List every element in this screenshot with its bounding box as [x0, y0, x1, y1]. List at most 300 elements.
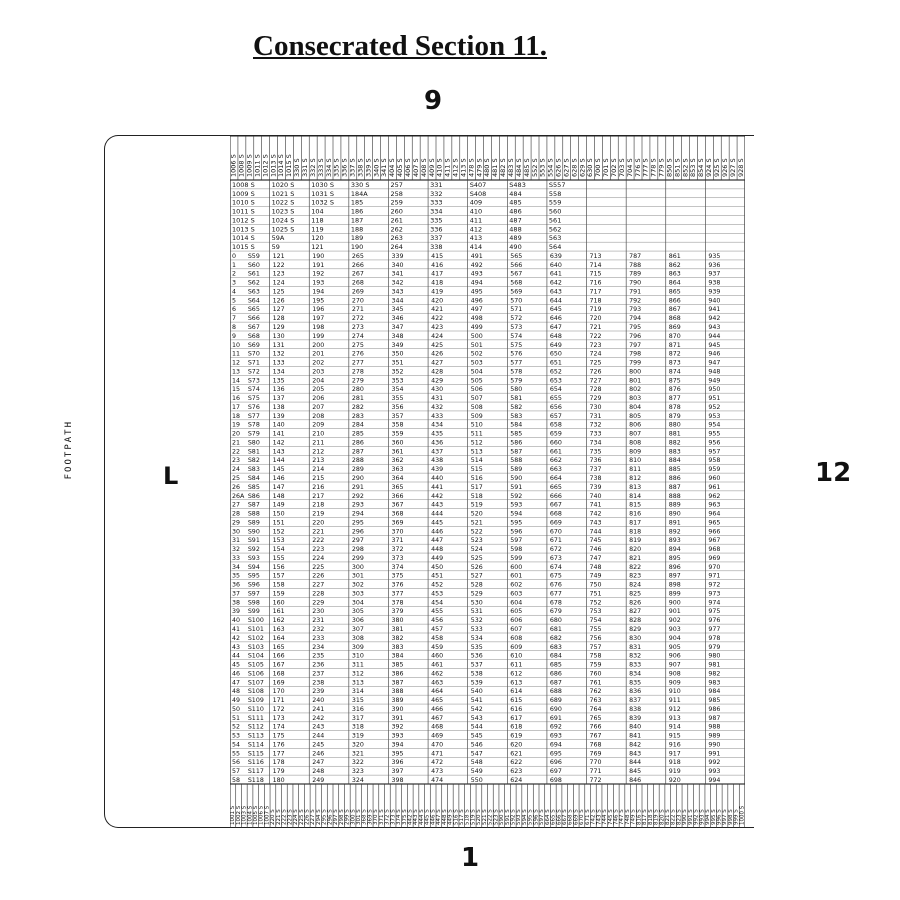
plot-number: 527: [470, 572, 483, 580]
plot-number: 654: [549, 386, 562, 394]
plot-number: 670: [549, 528, 562, 536]
plot-number: 801: [629, 377, 642, 385]
plot-number: 500: [470, 332, 483, 340]
plot-number: 293: [351, 501, 364, 509]
row-number: 40: [232, 617, 241, 625]
top-plot-label: 1012 S: [261, 154, 270, 177]
plot-number: 323: [351, 768, 364, 776]
bottom-plot-label: 523 S: [493, 809, 500, 825]
row-number: 36: [232, 581, 241, 589]
plot-number: 972: [708, 581, 721, 589]
plot-number: 656: [549, 403, 562, 411]
plot-number: 550: [470, 777, 483, 784]
plot-number: 747: [589, 554, 602, 562]
plot-number: 258: [390, 189, 403, 198]
plot-number: 426: [431, 350, 444, 358]
plot-number: 200: [312, 341, 325, 349]
plot-number: 622: [510, 759, 523, 767]
plot-number: 350: [391, 350, 404, 358]
plot-number: 642: [549, 279, 562, 287]
plot-number: 501: [470, 341, 483, 349]
bottom-plot-label: 221 S: [275, 809, 282, 825]
plot-number: 765: [589, 714, 602, 722]
plot-number: 967: [708, 537, 721, 545]
plot-number: 894: [668, 546, 681, 554]
plot-number: 368: [391, 510, 404, 518]
top-plot-label: 334 S: [324, 158, 333, 177]
plot-number: 313: [351, 679, 364, 687]
plot-number: 248: [312, 768, 325, 776]
plot-number: 955: [708, 430, 721, 438]
plot-number: 124: [272, 279, 285, 287]
plot-number: S96: [247, 581, 260, 589]
plot-number: 123: [272, 270, 285, 278]
top-plot-label: 1015 S: [285, 154, 294, 177]
bottom-plot-label: 299 S: [344, 809, 351, 825]
row-number: 41: [232, 626, 241, 633]
bottom-plot-label: 1005 S: [253, 805, 260, 825]
plot-number: 412: [469, 225, 483, 234]
plot-number: 201: [312, 350, 325, 358]
plot-number: 726: [589, 368, 602, 376]
row-number: 17: [232, 403, 241, 411]
plot-number: 198: [312, 324, 325, 331]
plot-number: 733: [589, 430, 602, 438]
plot-number: 532: [470, 617, 483, 625]
plot-number: 558: [548, 189, 562, 198]
plot-number: 460: [431, 652, 444, 660]
bottom-plot-label: 223 S: [287, 809, 294, 825]
top-plot-label: 1006 S: [230, 154, 238, 177]
plot-number: 804: [629, 403, 642, 411]
plot-number: 239: [312, 688, 325, 696]
plot-number: 867: [668, 306, 681, 314]
row-number: 28: [232, 510, 241, 518]
bottom-plot-label: 225 S: [298, 809, 305, 825]
row-number: 35: [232, 572, 241, 580]
plot-number: S557: [548, 180, 566, 189]
plot-number: 1010 S: [232, 198, 255, 207]
bottom-plot-label: 373 S: [390, 809, 397, 825]
plot-number: 969: [708, 554, 721, 562]
plot-number: 772: [589, 777, 602, 784]
plot-number: 279: [351, 377, 364, 385]
plot-number: 618: [510, 723, 523, 731]
plot-number: S87: [247, 501, 260, 509]
plot-number: 451: [431, 572, 444, 580]
plot-number: 621: [510, 750, 523, 758]
bottom-plot-label: 1006 S: [258, 805, 265, 825]
plot-number: 624: [510, 777, 523, 784]
plot-number: 229: [312, 599, 325, 607]
plot-number: 157: [272, 572, 285, 580]
plot-number: 725: [589, 359, 602, 367]
plot-number: 209: [312, 421, 325, 429]
row-number: 38: [232, 599, 241, 607]
plot-number: 660: [549, 439, 562, 447]
plot-number: 603: [510, 590, 523, 598]
plot-number: 988: [708, 723, 721, 731]
bottom-plot-label: 1002 S: [235, 805, 242, 825]
row-number: 0: [232, 252, 237, 260]
plot-number: 714: [589, 261, 602, 269]
plot-grid: [230, 136, 745, 828]
plot-number: 278: [351, 368, 364, 376]
bottom-plot-label: 522 S: [487, 809, 494, 825]
bottom-plot-label: 369 S: [367, 809, 374, 825]
plot-number: 486: [509, 207, 522, 216]
plot-number: 722: [589, 332, 602, 340]
plot-number: 217: [312, 492, 325, 500]
plot-number: 473: [431, 768, 444, 776]
plot-number: 763: [589, 697, 602, 705]
plot-number: S90: [247, 528, 260, 536]
plot-number: 311: [351, 661, 364, 669]
top-plot-label: 413 S: [459, 158, 468, 177]
row-number: 42: [232, 634, 241, 642]
plot-number: 839: [629, 714, 642, 722]
plot-number: 418: [431, 279, 444, 287]
plot-number: 910: [668, 688, 681, 696]
plot-number: 150: [272, 510, 285, 518]
plot-number: 698: [549, 777, 562, 784]
top-plot-label: 337 S: [348, 158, 357, 177]
plot-number: 643: [549, 288, 562, 296]
bottom-plot-label: 745 S: [607, 809, 614, 825]
plot-number: 748: [589, 563, 602, 571]
plot-number: 813: [629, 483, 642, 491]
plot-number: 439: [431, 466, 444, 474]
plot-number: 270: [351, 297, 364, 305]
top-plot-label: 776 S: [633, 158, 642, 177]
plot-number: 756: [589, 634, 602, 642]
plot-number: 544: [470, 723, 483, 731]
plot-number: 752: [589, 599, 602, 607]
plot-number: 644: [549, 297, 562, 305]
plot-number: S105: [247, 661, 264, 669]
plot-number: S72: [247, 368, 260, 376]
plot-number: 162: [272, 617, 285, 625]
plot-number: 641: [549, 270, 562, 278]
plot-number: 598: [510, 546, 523, 554]
plot-number: 469: [431, 732, 444, 740]
plot-number: 237: [312, 670, 325, 678]
plot-number: 441: [431, 483, 444, 491]
plot-number: 898: [668, 581, 681, 589]
top-plot-label: 481 S: [491, 158, 500, 177]
plot-number: 832: [629, 652, 642, 660]
plot-number: 118: [311, 216, 324, 225]
top-plot-label: 852 S: [681, 158, 690, 177]
plot-number: 736: [589, 457, 602, 465]
plot-number: 758: [589, 652, 602, 660]
plot-number: 679: [549, 608, 562, 616]
plot-number: 893: [668, 537, 681, 545]
bottom-plot-label: 592 S: [510, 809, 517, 825]
plot-number: 243: [312, 723, 325, 731]
plot-number: 175: [272, 732, 285, 740]
top-plot-label: 330 S: [293, 158, 302, 177]
plot-number: 768: [589, 741, 602, 749]
plot-number: 513: [470, 448, 483, 456]
plot-number: 495: [470, 288, 483, 296]
plot-number: 909: [668, 679, 681, 687]
plot-number: 913: [668, 714, 681, 722]
plot-number: 899: [668, 590, 681, 598]
plot-number: 887: [668, 483, 681, 491]
plot-number: 917: [668, 750, 681, 758]
plot-number: 546: [470, 741, 483, 749]
plot-number: 387: [391, 679, 404, 687]
plot-number: 300: [351, 563, 364, 571]
plot-number: 961: [708, 483, 721, 491]
bottom-plot-label: 665 S: [550, 809, 557, 825]
plot-number: 221: [312, 528, 325, 536]
plot-number: S118: [247, 777, 264, 784]
plot-number: S81: [247, 448, 260, 456]
plot-number: 415: [431, 252, 444, 260]
plot-number: 268: [351, 279, 364, 287]
top-plot-label: 1013 S: [269, 154, 278, 177]
plot-number: 600: [510, 563, 523, 571]
bottom-plot-label: 819 S: [653, 809, 660, 825]
plot-number: 648: [549, 332, 562, 340]
plot-number: 667: [549, 501, 562, 509]
bottom-plot-label: 748 S: [624, 809, 631, 825]
plot-number: 322: [351, 759, 364, 767]
plot-number: 802: [629, 386, 642, 394]
plot-number: 503: [470, 359, 483, 367]
plot-number: 968: [708, 546, 721, 554]
plot-number: S68: [247, 332, 260, 340]
plot-number: 979: [708, 643, 721, 651]
plot-number: 305: [351, 608, 364, 616]
plot-number: 219: [312, 510, 325, 518]
top-plot-label: 333 S: [316, 158, 325, 177]
plot-number: 130: [272, 332, 285, 340]
plot-number: 425: [431, 341, 444, 349]
plot-number: 946: [708, 350, 721, 358]
plot-number: 982: [708, 670, 721, 678]
plot-number: 753: [589, 608, 602, 616]
row-number: 26A: [232, 492, 245, 500]
plot-number: 241: [312, 705, 325, 713]
plot-number: 912: [668, 705, 681, 713]
plot-number: 147: [272, 483, 285, 491]
plot-number: 231: [312, 617, 325, 625]
plot-number: 581: [510, 395, 523, 403]
plot-number: 137: [272, 395, 285, 403]
plot-number: 523: [470, 537, 483, 545]
plot-number: 652: [549, 368, 562, 376]
plot-number: 371: [391, 537, 404, 545]
plot-number: 516: [470, 475, 483, 482]
plot-number: 836: [629, 688, 642, 696]
plot-number: 491: [470, 252, 483, 260]
plot-number: 388: [391, 688, 404, 696]
plot-number: 718: [589, 297, 602, 305]
plot-number: 208: [312, 412, 325, 420]
plot-number: 521: [470, 519, 483, 527]
plot-number: 131: [272, 341, 285, 349]
plot-number: 290: [351, 475, 364, 482]
plot-number: 883: [668, 448, 681, 456]
row-number: 19: [232, 421, 241, 429]
plot-number: 414: [469, 243, 483, 252]
plot-number: 599: [510, 554, 523, 562]
plot-number: 874: [668, 368, 681, 376]
plot-number: 433: [431, 412, 444, 420]
plot-number: 834: [629, 670, 642, 678]
plot-number: 658: [549, 421, 562, 429]
plot-number: 576: [510, 350, 523, 358]
plot-number: 383: [391, 643, 404, 651]
bottom-plot-label: 743 S: [596, 809, 603, 825]
plot-number: 975: [708, 608, 721, 616]
plot-number: 347: [391, 324, 404, 331]
plot-number: 572: [510, 315, 523, 323]
plot-number: 650: [549, 350, 562, 358]
plot-number: 744: [589, 528, 602, 536]
plot-number: 343: [391, 288, 404, 296]
plot-number: 829: [629, 626, 642, 633]
plot-number: 1020 S: [271, 180, 295, 189]
row-number: 16: [232, 395, 241, 403]
plot-number: 688: [549, 688, 562, 696]
plot-number: 561: [548, 216, 562, 225]
plot-number: 886: [668, 475, 681, 482]
plot-number: 728: [589, 386, 602, 394]
plot-number: S102: [247, 634, 264, 642]
plot-number: 342: [391, 279, 404, 287]
plot-number: 199: [312, 332, 325, 340]
plot-number: 825: [629, 590, 642, 598]
plot-number: 973: [708, 590, 721, 598]
plot-number: S103: [247, 643, 264, 651]
plot-number: 466: [431, 705, 444, 713]
plot-number: 691: [549, 714, 562, 722]
plot-number: 190: [350, 243, 364, 252]
plot-number: 312: [351, 670, 364, 678]
plot-number: 611: [510, 661, 523, 669]
row-number: 39: [232, 608, 241, 616]
plot-number: 492: [470, 261, 483, 269]
plot-number: 953: [708, 412, 721, 420]
bottom-plot-label: 220 S: [270, 809, 277, 825]
plot-number: S89: [247, 519, 260, 527]
plot-number: 818: [629, 528, 642, 536]
plot-number: 957: [708, 448, 721, 456]
plot-number: 567: [510, 270, 523, 278]
plot-number: 674: [549, 563, 562, 571]
row-number: 23: [232, 457, 241, 465]
plot-number: 720: [589, 315, 602, 323]
plot-number: 518: [470, 492, 483, 500]
plot-number: 976: [708, 617, 721, 625]
plot-number: 881: [668, 430, 681, 438]
plot-number: 154: [272, 546, 285, 554]
plot-number: 247: [312, 759, 325, 767]
plot-number: S408: [469, 189, 487, 198]
plot-number: 882: [668, 439, 681, 447]
plot-number: 224: [312, 554, 325, 562]
top-plot-label: 778 S: [649, 158, 658, 177]
row-number: 13: [232, 368, 241, 376]
row-number: 57: [232, 768, 241, 776]
plot-number: S71: [247, 359, 260, 367]
plot-number: 416: [431, 261, 444, 269]
plot-number: 579: [510, 377, 523, 385]
plot-number: 464: [431, 688, 444, 696]
plot-number: 170: [272, 688, 285, 696]
plot-number: 276: [351, 350, 364, 358]
plot-number: 841: [629, 732, 642, 740]
plot-number: 385: [391, 661, 404, 669]
plot-number: 471: [431, 750, 444, 758]
plot-number: 904: [668, 634, 681, 642]
bottom-plot-label: 591 S: [504, 809, 511, 825]
top-plot-label: 332 S: [308, 158, 317, 177]
plot-number: 336: [430, 225, 443, 234]
plot-number: 370: [391, 528, 404, 536]
plot-number: S83: [247, 466, 260, 474]
plot-number: S114: [247, 741, 264, 749]
plot-number: 269: [351, 288, 364, 296]
plot-number: 1011 S: [232, 207, 255, 216]
plot-number: 228: [312, 590, 325, 598]
top-plot-label: 411 S: [443, 158, 452, 177]
bottom-plot-label: 668 S: [567, 809, 574, 825]
plot-number: 646: [549, 315, 562, 323]
bottom-plot-label: 222 S: [281, 809, 288, 825]
plot-number: S91: [247, 537, 260, 545]
row-number: 37: [232, 590, 241, 598]
plot-number: 207: [312, 403, 325, 411]
plot-number: 1008 S: [232, 180, 255, 189]
plot-number: 166: [272, 652, 285, 660]
bottom-plot-label: 820 S: [659, 809, 666, 825]
top-plot-label: 412 S: [451, 158, 460, 177]
bottom-plot-label: 521 S: [481, 809, 488, 825]
bottom-plot-label: 445 S: [424, 809, 431, 825]
plot-number: 693: [549, 732, 562, 740]
plot-number: 803: [629, 395, 642, 403]
plot-number: 459: [431, 643, 444, 651]
plot-number: 568: [510, 279, 523, 287]
plot-number: 787: [629, 252, 642, 260]
plot-number: 435: [431, 430, 444, 438]
top-plot-label: 854 S: [697, 158, 706, 177]
plot-number: 277: [351, 359, 364, 367]
plot-number: S88: [247, 510, 260, 518]
plot-number: 119: [311, 225, 324, 234]
bottom-plot-label: 998 S: [727, 809, 734, 825]
plot-number: 548: [470, 759, 483, 767]
plot-number: 158: [272, 581, 285, 589]
plot-number: 169: [272, 679, 285, 687]
plot-number: 245: [312, 741, 325, 749]
plot-number: 737: [589, 466, 602, 474]
bottom-plot-label: 671 S: [584, 809, 591, 825]
plot-number: 240: [312, 697, 325, 705]
plot-number: 489: [509, 234, 522, 243]
plot-number: 731: [589, 412, 602, 420]
plot-number: 964: [708, 510, 721, 518]
top-plot-label: 927 S: [728, 158, 737, 177]
plot-number: 916: [668, 741, 681, 749]
plot-number: 307: [351, 626, 364, 633]
top-plot-label: 552 S: [530, 158, 539, 177]
